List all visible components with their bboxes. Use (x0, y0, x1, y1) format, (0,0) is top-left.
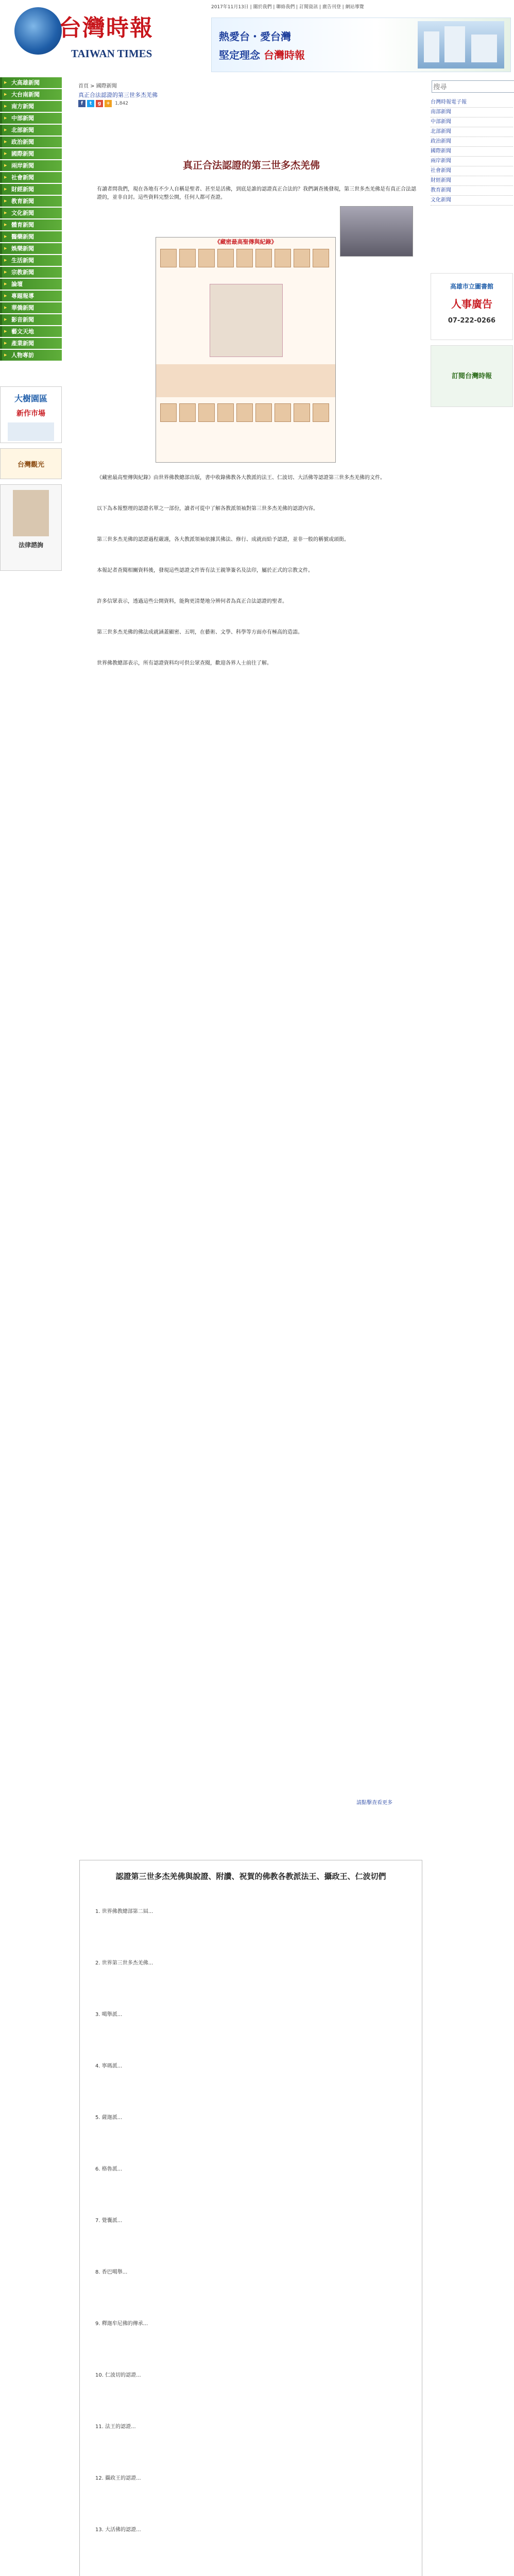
nav-item[interactable]: ▶ 專題報導 (0, 291, 62, 301)
right-ad-1-sub: 人事廣告 (451, 298, 492, 310)
right-ad-1-title: 高雄市立圖書館 (450, 283, 493, 290)
toc-item: 12. 攝政王的認證... (95, 2476, 141, 2481)
portrait-thumb (217, 403, 234, 422)
toc-item: 5. 薩迦派... (95, 2115, 123, 2121)
paragraph-7: 第三世多杰羌佛的佛法成就涵蓋顯密、五明，在藝術、文學、科學等方面亦有極高的造詣。 (97, 630, 303, 635)
nav-item[interactable]: ▶ 教育新聞 (0, 196, 62, 207)
paragraph-2: 《藏密最高聖傳與紀錄》由世界佛教總部出版，書中收錄佛教各大教派的法王、仁波切、大活佛等認證第三世多杰羌佛的文件。 (97, 475, 385, 481)
header-banner[interactable] (211, 18, 511, 72)
nav-item[interactable]: ▶ 社會新聞 (0, 172, 62, 183)
toc-item: 10. 仁波切的認證... (95, 2372, 141, 2378)
right-link[interactable]: 北部新聞 (431, 127, 513, 137)
search-input[interactable] (432, 80, 514, 93)
google-icon[interactable]: g (96, 100, 103, 107)
left-ad-1[interactable] (0, 386, 62, 443)
toc-item: 13. 大活佛的認證... (95, 2527, 141, 2533)
nav-item[interactable]: ▶ 人物專訪 (0, 350, 62, 361)
toc-item: 2. 世界第三世多杰羌佛... (95, 1960, 153, 1966)
toc-item: 4. 寧瑪派... (95, 2063, 123, 2069)
side-photo (340, 206, 413, 257)
right-ad-1-phone: 07-222-0266 (448, 317, 496, 325)
nav-item[interactable]: ▶ 華僑新聞 (0, 302, 62, 313)
nav-item[interactable]: ▶ 國際新聞 (0, 148, 62, 159)
nav-item[interactable]: ▶ 北部新聞 (0, 125, 62, 135)
portrait-thumb (160, 403, 177, 422)
nav-list (0, 77, 62, 361)
read-more-link[interactable] (356, 1798, 392, 1806)
toc-item: 8. 香巴噶舉... (95, 2269, 128, 2275)
paragraph-3: 以下為本報整理的認證名單之一部份，讀者可從中了解各教派領袖對第三世多杰羌佛的認證內容。 (97, 506, 318, 512)
portrait-thumb (255, 403, 272, 422)
left-ad-1-image (8, 422, 54, 441)
left-ad-3[interactable] (0, 484, 62, 571)
banner-brand: 台灣時報 (263, 49, 305, 61)
globe-icon (14, 7, 62, 55)
poster-center-portrait (210, 284, 283, 357)
building-image (418, 21, 504, 69)
right-link[interactable]: 教育新聞 (431, 186, 513, 196)
banner-line-2 (219, 47, 305, 62)
paragraph-4: 第三世多杰羌佛的認證過程嚴謹，各大教派領袖依據其佛法、修行、成就而給予認證，並非一般的稱號或頭銜。 (97, 537, 349, 543)
top-links[interactable]: 2017年11月13日 | 關於我們 | 聯絡我們 | 訂閱資訊 | 廣告刊登 | 網站導覽 (211, 5, 364, 10)
toc-item: 9. 釋迦牟尼佛的傳承... (95, 2321, 148, 2327)
paragraph-8: 世界佛教總部表示，所有認證資料均可供公眾查閱，歡迎各界人士前往了解。 (97, 660, 272, 666)
portrait-thumb (160, 249, 177, 267)
nav-item[interactable]: ▶ 生活新聞 (0, 255, 62, 266)
right-link[interactable]: 社會新聞 (431, 166, 513, 176)
right-link[interactable]: 國際新聞 (431, 147, 513, 157)
share-count: 1,842 (115, 101, 128, 106)
social-share-bar (78, 100, 128, 108)
poster-image (156, 237, 336, 463)
right-link[interactable]: 中部新聞 (431, 117, 513, 127)
portrait-thumb (255, 249, 272, 267)
nav-item[interactable]: ▶ 產業新聞 (0, 338, 62, 349)
nav-item[interactable]: ▶ 文化新聞 (0, 208, 62, 218)
portrait-thumb (275, 403, 291, 422)
poster-title: 《藏密最高聖傳與紀錄》 (214, 239, 277, 245)
right-link[interactable]: 財經新聞 (431, 176, 513, 186)
portrait-thumb (294, 249, 310, 267)
left-ad-1-sub: 新作市場 (16, 410, 45, 418)
toc-item: 3. 噶舉派... (95, 2012, 123, 2018)
nav-item[interactable]: ▶ 醫藥新聞 (0, 231, 62, 242)
portrait-thumb (275, 249, 291, 267)
right-ad-2[interactable] (431, 345, 513, 407)
share-plus-icon[interactable]: + (105, 100, 112, 107)
toc-item: 1. 世界佛教總部第二屆... (95, 1909, 153, 1914)
twitter-icon[interactable]: t (87, 100, 94, 107)
site-header (0, 0, 514, 77)
nav-item[interactable]: ▶ 南方新聞 (0, 101, 62, 112)
left-ad-3-title: 法律諮詢 (18, 541, 43, 549)
portrait-thumb (198, 403, 215, 422)
left-ad-1-title: 大樹園區 (14, 394, 47, 403)
nav-item[interactable]: ▶ 政治新聞 (0, 137, 62, 147)
nav-item[interactable]: ▶ 中部新聞 (0, 113, 62, 124)
paragraph-6: 許多信眾表示，透過這些公開資料，能夠更清楚地分辨何者為真正合法認證的聖者。 (97, 599, 287, 604)
nav-item[interactable]: ▶ 娛樂新聞 (0, 243, 62, 254)
left-nav (0, 77, 62, 549)
nav-item[interactable]: ▶ 兩岸新聞 (0, 160, 62, 171)
right-ad-2-title: 訂閱台灣時報 (451, 372, 492, 380)
left-ad-2-title: 台灣觀光 (17, 461, 44, 469)
nav-item[interactable]: ▶ 財經新聞 (0, 184, 62, 195)
logo-english: TAIWAN TIMES (71, 47, 152, 60)
left-ad-2[interactable] (0, 448, 62, 479)
logo-chinese: 台灣時報 (59, 15, 153, 41)
portrait-image (13, 490, 49, 536)
right-link[interactable]: 文化新聞 (431, 196, 513, 206)
article-small-title[interactable]: 真正合法認證的第三世多杰羌佛 (78, 92, 158, 98)
banner-text: 堅定理念 (219, 49, 264, 61)
article-headline: 真正合法認證的第三世多杰羌佛 (182, 160, 320, 171)
paragraph-5: 本報記者查閱相關資料後，發現這些認證文件皆有法王親筆簽名及法印，屬於正式的宗教文件。 (97, 568, 313, 573)
portrait-thumb (236, 403, 253, 422)
portrait-thumb (313, 249, 329, 267)
nav-item[interactable]: ▶ 大高雄新聞 (0, 77, 62, 88)
toc-box (79, 1860, 422, 2576)
portrait-thumb (236, 249, 253, 267)
banner-line-1: 熱愛台・愛台灣 (219, 30, 291, 43)
toc-item: 7. 覺囊派... (95, 2218, 123, 2224)
portrait-thumb (313, 403, 329, 422)
nav-item[interactable]: ▶ 論壇 (0, 279, 62, 290)
portrait-thumb (179, 403, 196, 422)
facebook-icon[interactable]: f (78, 100, 85, 107)
right-link-list (431, 98, 513, 206)
nav-item[interactable]: ▶ 大台南新聞 (0, 89, 62, 100)
portrait-thumb (198, 249, 215, 267)
right-link[interactable]: 台灣時報電子報 (431, 98, 513, 108)
portrait-thumb (217, 249, 234, 267)
nav-item[interactable]: ▶ 藝文天地 (0, 326, 62, 337)
right-link[interactable]: 南部新聞 (431, 108, 513, 117)
read-more-text[interactable]: 請點擊查看更多 (356, 1800, 392, 1806)
right-link[interactable]: 政治新聞 (431, 137, 513, 147)
nav-item[interactable]: ▶ 影音新聞 (0, 314, 62, 325)
right-link[interactable]: 兩岸新聞 (431, 157, 513, 166)
portrait-thumb (179, 249, 196, 267)
portrait-thumb (294, 403, 310, 422)
breadcrumb[interactable]: 首頁 > 國際新聞 (78, 83, 117, 89)
toc-item: 11. 法王的認證... (95, 2424, 136, 2430)
right-ad-1[interactable] (431, 273, 513, 340)
toc-item: 6. 格魯派... (95, 2166, 123, 2172)
nav-item[interactable]: ▶ 體育新聞 (0, 219, 62, 230)
toc-title: 認證第三世多杰羌佛與說證、附讚、祝賀的佛教各教派法王、攝政王、仁波切們 (115, 1872, 386, 1881)
poster-text-band (156, 364, 335, 397)
site-logo[interactable] (14, 7, 153, 68)
paragraph-1: 有讀者問我們，現在各地有不少人自稱是聖者、甚至是活佛，到底是誰的認證真正合法的？我們調查後發現，第三世多杰羌佛是有真正合法認證的，並非自封。這些資料完整公開，任何人都可查證。 (97, 187, 416, 200)
nav-item[interactable]: ▶ 宗教新聞 (0, 267, 62, 278)
